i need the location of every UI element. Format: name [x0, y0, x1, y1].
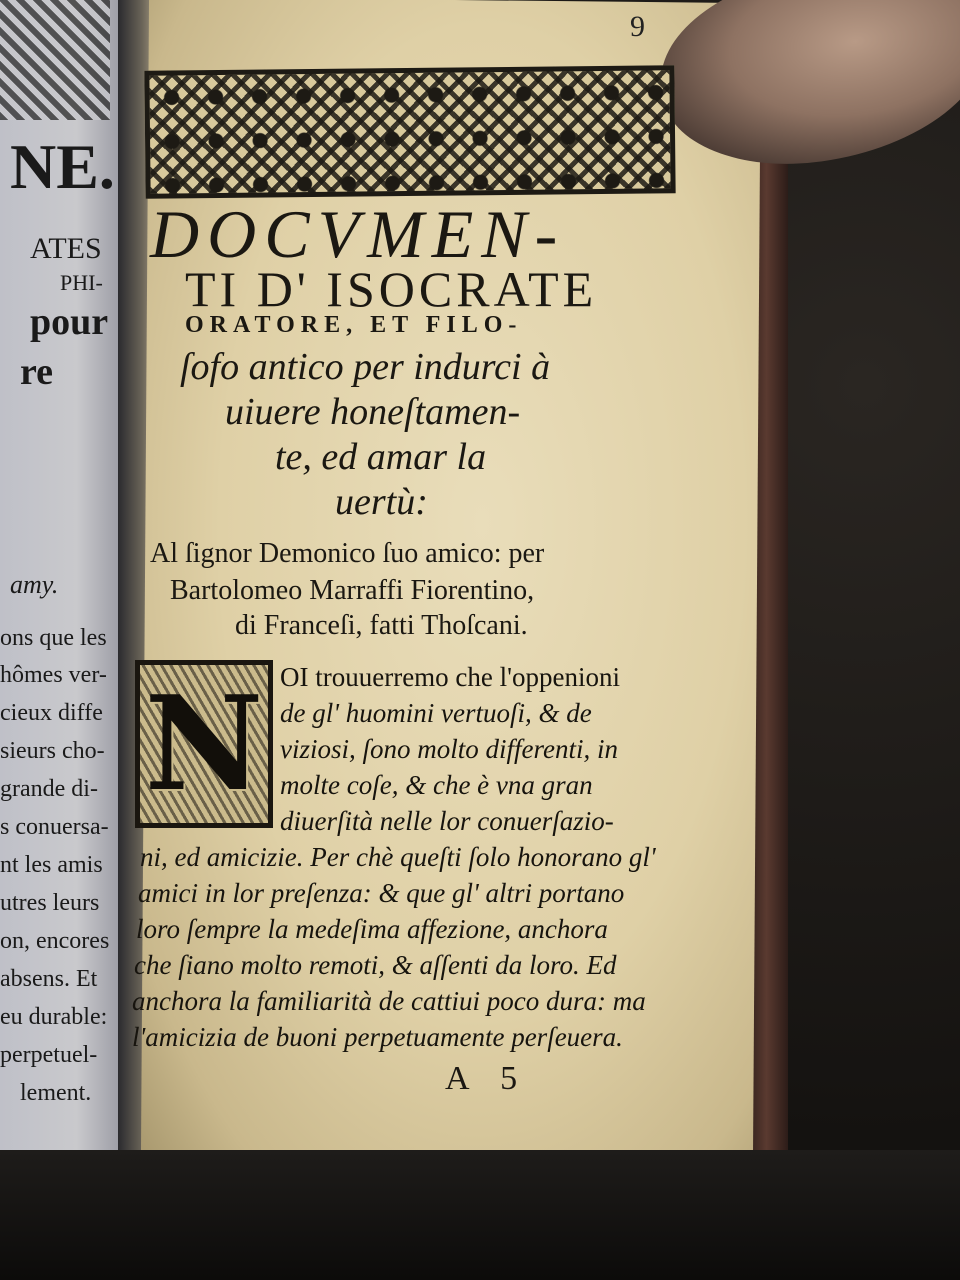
- dedication-line: Al ſignor Demonico ſuo amico: per: [150, 538, 545, 569]
- dedication-line: Bartolomeo Marraffi Fiorentino,: [170, 575, 535, 606]
- left-page-line: s conuersa-: [0, 814, 109, 840]
- body-line: anchora la familiarità de cattiui poco dura: ma: [132, 986, 646, 1016]
- left-page-line: amy.: [10, 570, 59, 599]
- left-page-line: cieux diffe: [0, 700, 103, 726]
- left-page-line: pour: [30, 301, 109, 343]
- body-line: diuerſità nelle lor conuerſazio-: [280, 806, 614, 836]
- left-page-line: utres leurs: [0, 890, 100, 916]
- left-page-line: nt les amis: [0, 852, 103, 878]
- left-page-line: grande di-: [0, 776, 98, 802]
- left-page-line: eu durable:: [0, 1004, 108, 1030]
- left-page-line: on, encores: [0, 928, 110, 954]
- signature-mark: A 5: [445, 1060, 530, 1097]
- title-line: ORATORE, ET FILO-: [185, 312, 523, 338]
- title-line: TI D' ISOCRATE: [185, 261, 598, 317]
- title-line: uiuere honeſtamen-: [225, 391, 521, 433]
- left-page-line: ons que les: [0, 625, 107, 651]
- dedication-line: di Franceſi, fatti Thoſcani.: [235, 610, 528, 641]
- body-line: amici in lor preſenza: & que gl' altri portano: [138, 878, 625, 908]
- left-page-line: ATES: [30, 232, 102, 265]
- body-line: viziosi, ſono molto differenti, in: [280, 734, 618, 764]
- initial-letter: N: [144, 667, 264, 820]
- body-line: che ſiano molto remoti, & aſſenti da loro. Ed: [134, 950, 617, 980]
- title-line: te, ed amar la: [275, 436, 487, 478]
- body-line: OI trouuerremo che l'oppenioni: [280, 662, 621, 692]
- table-surface: [0, 1150, 960, 1280]
- body-line: ni, ed amicizie. Per chè queſti ſolo honorano gl': [140, 842, 656, 872]
- left-page-line: sieurs cho-: [0, 738, 105, 764]
- left-page-line: absens. Et: [0, 966, 98, 992]
- left-page-line: NE.: [10, 131, 115, 202]
- body-line: de gl' huomini vertuoſi, & de: [280, 698, 592, 728]
- title-line: DOCVMEN-: [150, 196, 566, 272]
- left-page-line: perpetuel-: [0, 1042, 98, 1068]
- left-page-line: re: [20, 351, 54, 393]
- body-line: loro ſempre la medeſima affezione, anchora: [136, 914, 608, 944]
- left-page-line: lement.: [20, 1080, 92, 1106]
- left-ornament: [0, 0, 110, 120]
- body-line: l'amicizia de buoni perpetuamente perſeuera.: [132, 1022, 623, 1052]
- left-page-line: hômes ver-: [0, 662, 107, 688]
- title-line: uertù:: [335, 481, 428, 523]
- decorated-initial: [135, 660, 273, 828]
- headpiece-ornament: [144, 65, 675, 199]
- page-number: 9: [630, 10, 645, 43]
- left-page-line: PHI-: [60, 270, 103, 295]
- left-page: [0, 0, 128, 1150]
- title-line: ſofo antico per indurci à: [180, 346, 551, 388]
- body-line: molte coſe, & che è vna gran: [280, 770, 593, 800]
